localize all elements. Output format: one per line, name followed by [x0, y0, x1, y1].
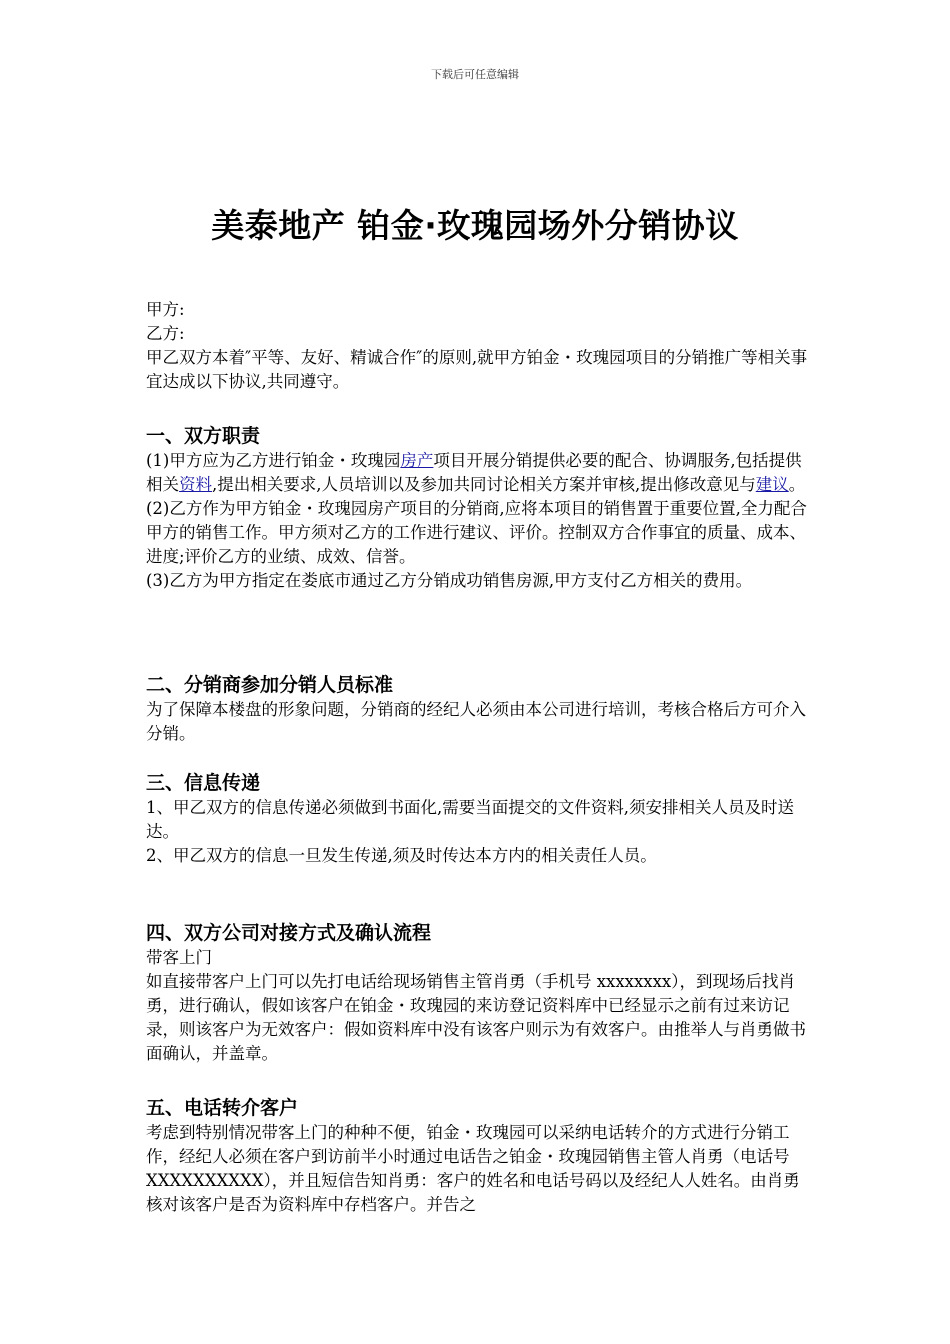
section-heading: 四、双方公司对接方式及确认流程	[146, 922, 432, 944]
header-note: 下载后可任意编辑	[431, 68, 519, 81]
section-paragraph: 1、甲乙双方的信息传递必须做到书面化,需要当面提交的文件资料,须安排相关人员及时送达。	[146, 798, 794, 841]
section-paragraph: 2、甲乙双方的信息一旦发生传递,须及时传达本方内的相关责任人员。	[146, 846, 657, 865]
section-responsibilities	[146, 423, 810, 593]
link-real-estate[interactable]: 房产	[400, 451, 434, 470]
party-b-label: 乙方:	[146, 324, 185, 343]
clause-text: 。	[788, 475, 806, 494]
document-title: 美泰地产 铂金·玫瑰园场外分销协议	[211, 206, 739, 245]
link-suggestions[interactable]: 建议	[755, 475, 789, 494]
parties-block	[146, 298, 810, 394]
section-docking-process	[146, 920, 810, 1066]
clause-3: (3)乙方为甲方指定在娄底市通过乙方分销成功销售房源,甲方支付乙方相关的费用。	[146, 571, 753, 590]
section-heading: 二、分销商参加分销人员标准	[146, 674, 394, 696]
intro-paragraph: 甲乙双方本着″平等、友好、精诚合作″的原则,就甲方铂金・玫瑰园项目的分销推广等相关事宜达成以下协议,共同遵守。	[146, 348, 808, 391]
clause-2: (2)乙方作为甲方铂金・玫瑰园房产项目的分销商,应将本项目的销售置于重要位置,全力配合甲方的销售工作。甲方须对乙方的工作进行建议、评价。控制双方合作事宜的质量、成本、进度;评价乙方的业绩、成效、信誉。	[146, 499, 807, 566]
section-staff-standard	[146, 672, 810, 746]
section-phone-referral	[146, 1095, 810, 1217]
section-heading: 三、信息传递	[146, 772, 261, 794]
section-heading: 一、双方职责	[146, 425, 261, 447]
clause-text: 项目开展分销提供必要的配合、协调服务,包括提供相关	[146, 451, 802, 494]
party-a-label: 甲方:	[146, 300, 185, 319]
clause-text: (1)甲方应为乙方进行铂金・玫瑰园	[146, 451, 401, 470]
clause-text: ,提出相关要求,人员培训以及参加共同讨论相关方案并审核,提出修改意见与	[212, 475, 756, 494]
section-paragraph: 为了保障本楼盘的形象问题，分销商的经纪人必须由本公司进行培训，考核合格后方可介入分销。	[146, 700, 806, 743]
section-paragraph: 考虑到特别情况带客上门的种种不便，铂金・玫瑰园可以采纳电话转介的方式进行分销工作，经纪人必须在客户到访前半小时通过电话告之铂金・玫瑰园销售主管人肖勇（电话号 XXXXXXXXXX），并且短信告知肖勇：客户的姓名和电话号码以及经纪人人姓名。由肖勇核对该客户是否为资料库中存档客户。并告之	[146, 1123, 800, 1214]
section-heading: 五、电话转介客户	[146, 1097, 299, 1119]
subheading: 带客上门	[146, 948, 212, 967]
link-materials[interactable]: 资料	[179, 475, 212, 494]
clause-1	[146, 449, 810, 497]
section-information-transfer	[146, 770, 810, 868]
section-paragraph: 如直接带客户上门可以先打电话给现场销售主管肖勇（手机号 xxxxxxxx），到现场后找肖勇，进行确认，假如该客户在铂金・玫瑰园的来访登记资料库中已经显示之前有过来访记录，则该客户为无效客户：假如资料库中没有该客户则示为有效客户。由推举人与肖勇做书面确认，并盖章。	[146, 972, 806, 1063]
